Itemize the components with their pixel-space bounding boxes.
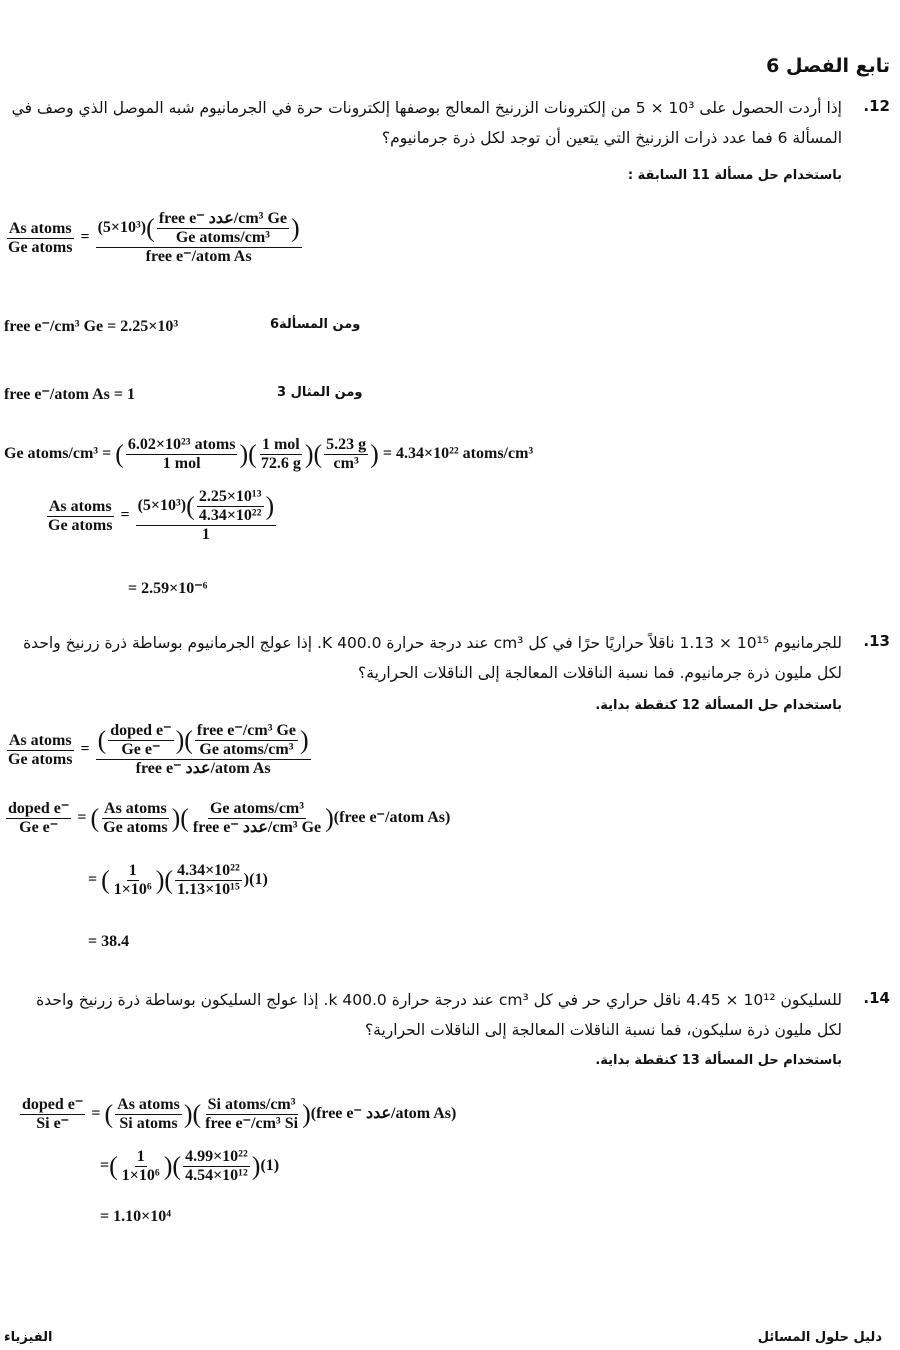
p13-equation-1: $\frac{\text{As atoms}}{\text{Ge atoms}}$ = ( $\frac{\text{doped e⁻}}{\text{Ge e⁻}}$ )( $\frac{\text{free e⁻/cm³ Ge}}{\text{Ge atoms/cm³}}$ ) free e⁻ عدد/atom As: [8, 722, 309, 777]
problem-12-number: .12: [863, 97, 890, 115]
p14-equation-1: $\frac{\text{doped e⁻}}{\text{Si e⁻}}$ = ( $\frac{\text{As atoms}}{\text{Si atoms}}$ )( $\frac{\text{Si atoms/cm³}}{\text{free e⁻/cm³ Si}}$ )(free e⁻ عدد/atom As): [22, 1096, 457, 1132]
p13-equation-3: = ( $\frac{1}{\text{1×10⁶}}$ )( $\frac{\text{4.34×10²²}}{\text{1.13×10¹⁵}}$ )(1): [88, 862, 268, 898]
p12-given-1: free e⁻/cm³ Ge = 2.25×10³: [4, 318, 179, 335]
footer-subject: الفيزياء: [4, 1330, 53, 1345]
p12-equation-2: Ge atoms/cm³ = ( $\frac{\text{6.02×10²³ atoms}}{\text{1 mol}}$ )( $\frac{\text{1 mol}}{72.6 g}$ )( $\frac{5.23 g}{\text{cm³}}$ ) = 4.34×10²² atoms/cm³: [4, 436, 534, 472]
problem-14-text: للسليكون 10¹² × 4.45 ناقل حراري حر في كل cm³ عند درجة حرارة 400.0 k. إذا عولج السليكون بوساطة ذرة زرنيخ واحدة لكل مليون ذرة سليكون، فما نسبة الناقلات المعالجة إلى الناقلات الحرارية؟: [36, 991, 842, 1039]
problem-13-note: باستخدام حل المسألة 12 كنقطة بداية.: [595, 698, 842, 713]
problem-12-note: باستخدام حل مسألة 11 السابقة :: [627, 168, 842, 183]
problem-14-note: باستخدام حل المسألة 13 كنقطة بداية.: [595, 1053, 842, 1068]
p13-equation-2: $\frac{\text{doped e⁻}}{\text{Ge e⁻}}$ = ( $\frac{\text{As atoms}}{\text{Ge atoms}}$ )( $\frac{\text{Ge atoms/cm³}}{\text{free e⁻ عدد/cm³ Ge}}$ )(free e⁻/atom As): [8, 800, 451, 836]
problem-14-number: .14: [863, 989, 890, 1007]
p12-equation-1: $\frac{\text{As atoms}}{\text{Ge atoms}}$ = (5×10³)( $\frac{\text{free e⁻ عدد/cm³ Ge}}{\text{Ge atoms/cm³}}$ ) free e⁻/atom As: [8, 210, 300, 265]
p14-equation-2: =( $\frac{1}{\text{1×10⁶}}$ )( $\frac{\text{4.99×10²²}}{\text{4.54×10¹²}}$ )(1): [100, 1148, 280, 1184]
p12-given-2-label: ومن المثال 3: [277, 385, 363, 400]
footer-guide: دليل حلول المسائل: [757, 1330, 882, 1345]
p12-given-2: free e⁻/atom As = 1: [4, 386, 136, 403]
p12-given-1-label: ومن المسألة6: [270, 317, 361, 332]
p12-result: = 2.59×10⁻⁶: [128, 580, 208, 597]
p12-equation-3: $\frac{\text{As atoms}}{\text{Ge atoms}}$ = (5×10³)( $\frac{\text{2.25×10¹³}}{\text{4.34×10²²}}$ ) 1: [48, 488, 275, 543]
chapter-title: تابع الفصل 6: [766, 55, 890, 77]
problem-12-text: إذا أردت الحصول على 10³ × 5 من إلكترونات الزرنيخ المعالج بوصفها إلكترونات حرة في الجرمانيوم شبه الموصل الذي وصف في المسألة 6 فما عدد ذرات الزرنيخ التي يتعين أن توجد لكل ذرة جرمانيوم؟: [11, 99, 842, 147]
problem-13-number: .13: [863, 632, 890, 650]
p13-result: = 38.4: [88, 933, 130, 950]
p14-result: = 1.10×10⁴: [100, 1208, 172, 1225]
problem-13-text: للجرمانيوم 10¹⁵ × 1.13 ناقلاً حراريًا حرًا في كل cm³ عند درجة حرارة 400.0 K. إذا عولج الجرمانيوم بوساطة ذرة زرنيخ واحدة لكل مليون ذرة جرمانيوم. فما نسبة الناقلات المعالجة إلى الناقلات الحرارية؟: [23, 634, 842, 682]
